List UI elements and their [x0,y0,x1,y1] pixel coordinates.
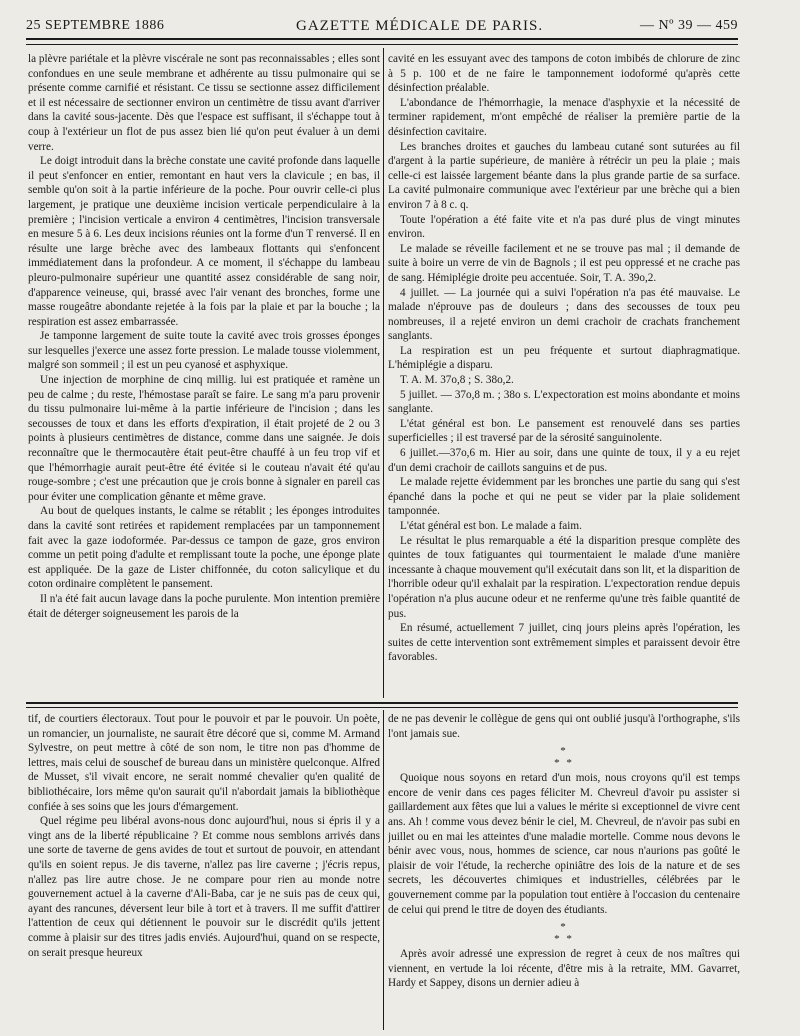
header-title: GAZETTE MÉDICALE DE PARIS. [296,18,544,34]
paragraph: Le malade se réveille facilement et ne se trouve pas mal ; il demande de suite à boire un verre de vin de Bagnols ; il est peu oppressé et ne crache pas de sang. Hémiplégie droite peu accentuée. Soir, T. A. 39o,2. [388,242,740,284]
section-separator [388,745,740,769]
column-top-left [28,52,380,698]
paragraph: Après avoir adressé une expression de regret à ceux de nos maîtres qui viennent, en vertude la loi récente, d'être mis à la retraite, MM. Gavarret, Hardy et Sappey, disons un dernier adieu à [388,948,740,990]
separator-star-top: * [560,745,568,758]
paragraph: Le malade rejette évidemment par les bronches une partie du sang qui s'est épanché dans la poche et qui ne peut se vider par la plaie solidement tamponnée. [388,476,740,518]
separator-star-bottom: * * [554,933,574,946]
paragraph: T. A. M. 37o,8 ; S. 38o,2. [400,374,514,387]
paragraph: Il n'a été fait aucun lavage dans la poche purulente. Mon intention première était de déterger soigneusement les parois de la [28,592,380,620]
page-header [26,14,738,36]
paragraph: Une injection de morphine de cinq millig. lui est pratiquée et ramène un peu de calme ; du reste, l'hémostase paraît se faire. Le sang m'a paru provenir du tissu pulmonaire lui-même à la partie inférieure de l'incision ; dans les secousses de toux et dans les efforts d'expiration, il était projeté de 2 ou 3 points à plusieurs centimètres de distance, comme dans une saignée. Je dois reconnaître que le thermocautère était peut-être chauffé à un feu trop vif et que l'hémorrhagie aurait peut-être été évitée si le couteau n'avait été qu'au rouge-sombre ; c'est une précaution que je crois bonne à signaler en pareil cas pour éviter une complication gênante et même grave. [28,374,380,503]
paragraph: En résumé, actuellement 7 juillet, cinq jours pleins après l'opération, les suites de cette intervention sont extrêmement simples et paraissent devoir être favorables. [388,622,740,664]
paragraph: Je tamponne largement de suite toute la cavité avec trois grosses éponges sur lesquelles j'exerce une assez forte pression. Le malade tousse violemment, malgré son sommeil ; il est un peu cyanosé et asphyxique. [28,330,380,372]
paragraph: Quel régime peu libéral avons-nous donc aujourd'hui, nous si épris il y a vingt ans de la liberté républicaine ? Et comme nous semblons arrivés dans une sorte de taverne de gens avides de tout et surtout de pouvoir, en attendant qu'ils en soient repus. Je dis taverne, n'allez pas lire caverne ; j'écris repus, n'allez pas lire autre chose. Je ne compare pour rien au monde notre gouvernement actuel à la caverne d'Ali-Baba, car je ne suis pas de ceux qui, ayant des rancunes, déversent leur bile à tort et à travers. Il me suffit d'attirer l'attention de ceux qui détiennent le pouvoir sur le discrédit qu'ils jettent comme à plaisir sur des titres jadis enviés. Aujourd'hui, quand on se respecte, on serait presque heureux [28,815,380,959]
paragraph: 6 juillet.—37o,6 m. Hier au soir, dans une quinte de toux, il y a eu rejet d'un demi crachoir de caillots sanguins et de pus. [388,447,740,474]
header-rule-thick [26,38,738,40]
header-issue: — Nº 39 — 459 [640,18,738,33]
column-divider-bottom [383,710,384,1030]
column-bottom-right [388,712,740,1030]
paragraph: Toute l'opération a été faite vite et n'a pas duré plus de vingt minutes environ. [388,213,740,241]
header-date: 25 SEPTEMBRE 1886 [26,18,165,33]
paragraph: L'état général est bon. Le pansement est renouvelé dans ses parties superficielles ; il est traversé par de la sérosité sanguinolente. [388,417,740,445]
paragraph: La respiration est un peu fréquente et surtout diaphragmatique. L'hémiplégie a disparu. [388,344,740,372]
column-divider-top [383,48,384,698]
paragraph: 4 juillet. — La journée qui a suivi l'opération n'a pas été mauvaise. Le malade n'éprouve pas de douleurs ; dans des secousses de toux peu nombreuses, il a rejeté environ un demi crachoir de crachats franchement sanglants. [388,286,740,343]
paragraph: Le résultat le plus remarquable a été la disparition presque complète des quintes de toux fatiguantes qui tourmentaient le malade d'une manière incessante à chaque mouvement qu'il exécutait dans son lit, et la disparition de l'horrible odeur qu'il exhalait par la respiration. L'expectoration rendue depuis l'opération n'a plus aucune odeur et ne renferme qu'une très faible quantité de pus. [388,534,740,620]
paragraph: la plèvre pariétale et la plèvre viscérale ne sont pas reconnaissables ; elles sont confondues en une seule membrane et adhérente au tissu pulmonaire qui se présente comme carnifié et résistant. Ce tissu se sectionne assez difficilement et il est nécessaire de sectionner environ un centimètre de tissu avant d'arriver dans la cavité sous-jacente. Dès que l'espace est suffisant, il s'échappe tout à coup à l'extérieur un flot de pus assez bien lié qu'on peut évaluer à un demi verre. [28,53,380,153]
paragraph: tif, de courtiers électoraux. Tout pour le pouvoir et par le pouvoir. Un poète, un romancier, un journaliste, ne saurait être décoré que si, comme M. Armand Sylvestre, on peut mettre à côté de son nom, le titre non pas d'homme de lettres, mais celui de souschef de bureau dans un ministère quelconque. Alfred de Musset, s'il vivait encore, ne serait nommé chevalier qu'en qualité de bibliothécaire, lors même qu'on saurait qu'il n'abordait jamais la bibliothèque confiée à ses soins que les jours d'émargement. [28,713,380,813]
paragraph: L'état général est bon. Le malade a faim. [400,520,582,532]
paragraph: Au bout de quelques instants, le calme se rétablit ; les éponges introduites dans la cavité sont retirées et rapidement remplacées par un tamponnement fait avec la gaze iodoformée. Par-dessus ce tampon de gaze, gros environ comme un petit poing d'adulte et remplissant toute la poche, une éponge plate est appliquée. De la gaze de Lister chiffonnée, du coton salicylique et du coton ordinaire complètent le pansement. [28,505,380,591]
paragraph: de ne pas devenir le collègue de gens qui ont oublié jusqu'à l'orthographe, s'ils l'ont jamais sue. [388,713,740,740]
header-rule-thin [26,44,738,45]
paragraph: 5 juillet. — 37o,8 m. ; 38o s. L'expectoration est moins abondante et moins sanglante. [388,388,740,416]
separator-star-bottom: * * [554,757,574,770]
paragraph: Les branches droites et gauches du lambeau cutané sont suturées au fil d'argent à la partie supérieure, de manière à rétrécir un peu la plaie ; mais celle-ci est laissée largement béante dans la plus grande partie de sa surface. La cavité pulmonaire communique avec l'extérieur par une brèche qui a bien environ 7 à 8 c. q. [388,140,740,211]
column-bottom-left [28,712,380,1030]
paragraph: Quoique nous soyons en retard d'un mois, nous croyons qu'il est temps encore de venir dans ces pages féliciter M. Chevreul d'avoir pu assister si gaillardement aux fêtes que lui a values le mérite si exceptionnel de vivre cent ans. Ah ! comme vous devez bénir le ciel, M. Chevreul, de n'avoir pas subi en juillet ou en mai les atteintes d'une maladie mortelle. Comme nous devons le bénir avec vous, nous, hommes de science, car nous n'aurions pas goûté le plaisir de voir l'étude, la recherche opiniâtre des lois de la nature et de ses secrets, les découvertes chimiques et industrielles, célébrées par le gouvernement comme par la population tout entière à l'occasion du centenaire de celui qui prend le titre de doyen des étudiants. [388,772,740,916]
section-separator [388,921,740,945]
section-rule-thin [26,707,738,708]
paragraph: cavité en les essuyant avec des tampons de coton imbibés de chlorure de zinc à 5 p. 100 et de ne faire le tamponnement iodoformé qu'après cette désinfection préalable. [388,53,740,95]
section-rule-thick [26,702,738,704]
column-top-right [388,52,740,698]
paragraph: L'abondance de l'hémorrhagie, la menace d'asphyxie et la nécessité de terminer rapidement, m'ont empêché de réaliser la première partie de la désinfection cavitaire. [388,96,740,138]
separator-star-top: * [560,921,568,934]
paragraph: Le doigt introduit dans la brèche constate une cavité profonde dans laquelle il peut s'enfoncer en entier, remontant en haut vers la clavicule ; en bas, il semble qu'on soit à la partie inférieure de la poche. Pour ouvrir celle-ci plus largement, je pratique une deuxième incision verticale perpendiculaire à la première ; l'incision verticale a environ 4 centimètres, l'incision transversale en mesure 5 à 6. Les deux incisions réunies ont la forme d'un T renversé. Il en résulte une large brèche avec des lambeaux flottants qui s'enfoncent immédiatement dans la profondeur. A ce moment, il s'échappe du lambeau pleuro-pulmonaire supérieur une quantité assez considérable de sang noir, d'apparence veineuse, qui, brassé avec l'air venant des bronches, forme une masse rougeâtre abondante rejetée à la fois par la plaie et par la bouche ; la respiration est assez embarrassée. [28,155,380,328]
